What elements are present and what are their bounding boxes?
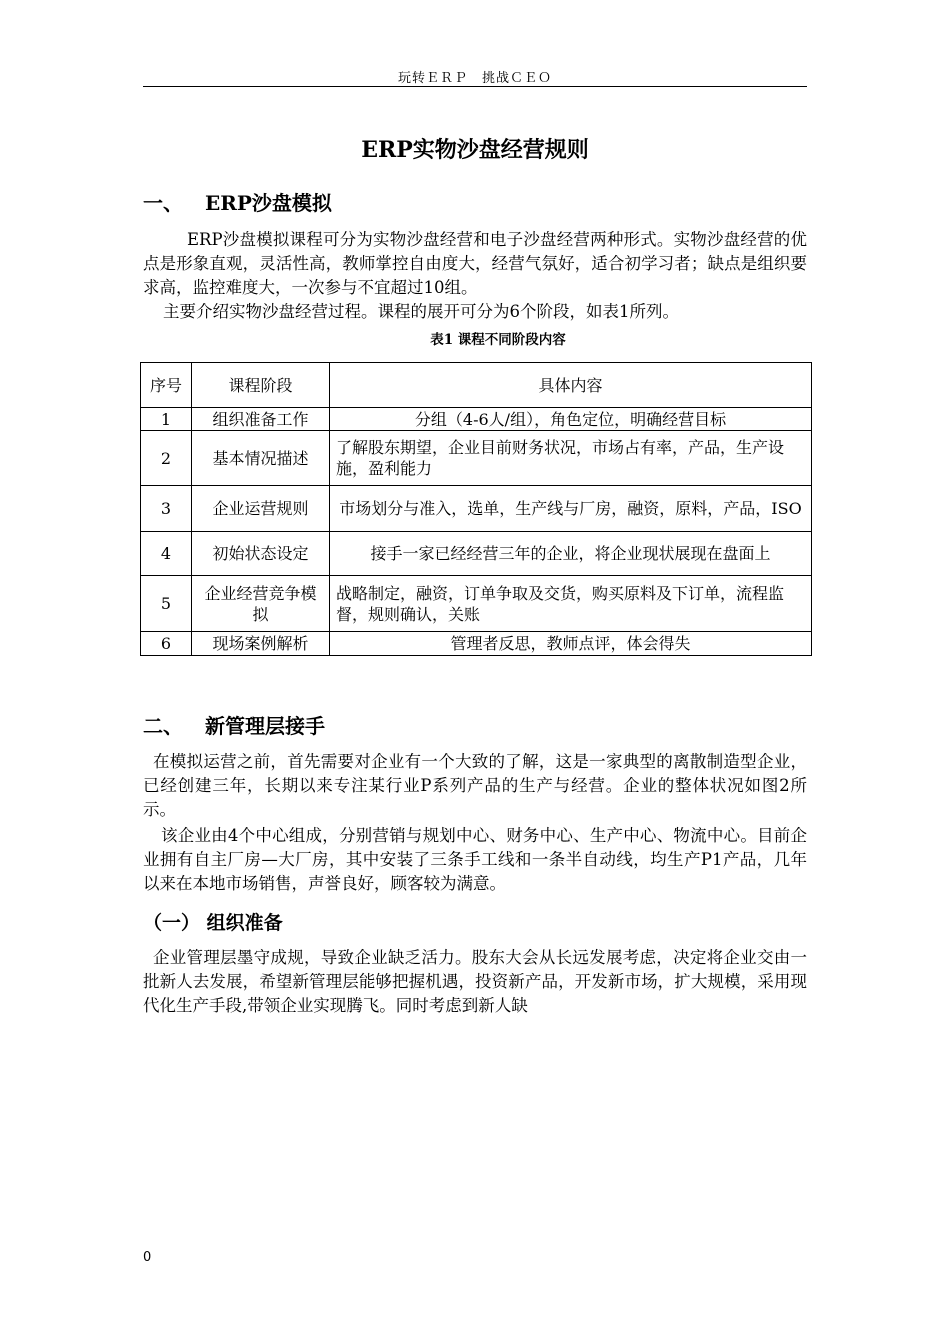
table-row bbox=[141, 408, 812, 431]
row-index: 3 bbox=[141, 486, 192, 532]
table-row bbox=[141, 431, 812, 486]
document-title: ERP实物沙盘经营规则 bbox=[361, 137, 589, 163]
table-row bbox=[141, 532, 812, 576]
section-2-paragraph-1: 在模拟运营之前，首先需要对企业有一个大致的了解，这是一家典型的离散制造型企业，已经创建三年，长期以来专注某行业P系列产品的生产与经营。企业的整体状况如图2所示。 bbox=[143, 752, 807, 819]
section-1-paragraph-2: 主要介绍实物沙盘经营过程。课程的展开可分为6个阶段，如表1所列。 bbox=[163, 302, 679, 321]
row-content: 市场划分与准入，选单，生产线与厂房，融资，原料，产品，ISO bbox=[330, 486, 812, 532]
table-header-row bbox=[141, 363, 812, 408]
section-2-paragraph-2: 该企业由4个中心组成，分别营销与规划中心、财务中心、生产中心、物流中心。目前企业拥有自主厂房—大厂房，其中安装了三条手工线和一条半自动线，均生产P1产品，几年以来在本地市场销售，声誉良好，顾客较为满意。 bbox=[143, 826, 807, 893]
row-stage: 企业经营竞争模拟 bbox=[192, 576, 330, 632]
header-content: 具体内容 bbox=[330, 363, 812, 408]
row-stage: 企业运营规则 bbox=[192, 486, 330, 532]
subsection-heading: （一） 组织准备 bbox=[143, 912, 283, 934]
section-1-title: ERP沙盘模拟 bbox=[205, 191, 332, 215]
row-stage: 初始状态设定 bbox=[192, 532, 330, 576]
section-2-heading bbox=[143, 710, 325, 739]
row-index: 4 bbox=[141, 532, 192, 576]
row-index: 1 bbox=[141, 408, 192, 431]
row-index: 6 bbox=[141, 632, 192, 656]
course-stages-table bbox=[140, 362, 812, 656]
section-1-paragraph-1: ERP沙盘模拟课程可分为实物沙盘经营和电子沙盘经营两种形式。实物沙盘经营的优点是形象直观，灵活性高，教师掌控自由度大，经营气氛好，适合初学习者；缺点是组织要求高，监控难度大，一次参与不宜超过10组。 bbox=[143, 230, 807, 297]
header-index: 序号 bbox=[141, 363, 192, 408]
row-stage: 组织准备工作 bbox=[192, 408, 330, 431]
row-stage: 现场案例解析 bbox=[192, 632, 330, 656]
section-2-paragraph-3: 企业管理层墨守成规，导致企业缺乏活力。股东大会从长远发展考虑，决定将企业交由一批新人去发展，希望新管理层能够把握机遇，投资新产品，开发新市场，扩大规模，采用现代化生产手段,带领企业实现腾飞。同时考虑到新人缺 bbox=[143, 948, 807, 1015]
row-index: 2 bbox=[141, 431, 192, 486]
table-caption: 表1 课程不同阶段内容 bbox=[430, 332, 566, 348]
header-rule bbox=[143, 86, 807, 87]
row-stage: 基本情况描述 bbox=[192, 431, 330, 486]
section-2-number: 二、 bbox=[143, 714, 183, 738]
section-1-heading bbox=[143, 187, 332, 216]
row-content: 了解股东期望，企业目前财务状况，市场占有率，产品，生产设施，盈利能力 bbox=[330, 431, 812, 486]
row-content: 接手一家已经经营三年的企业，将企业现状展现在盘面上 bbox=[330, 532, 812, 576]
table-row bbox=[141, 632, 812, 656]
page-header: 玩转ＥＲＰ 挑战ＣＥＯ bbox=[397, 71, 552, 86]
table-row bbox=[141, 576, 812, 632]
section-1-number: 一、 bbox=[143, 191, 183, 215]
table-row bbox=[141, 486, 812, 532]
row-content: 管理者反思，教师点评，体会得失 bbox=[330, 632, 812, 656]
row-index: 5 bbox=[141, 576, 192, 632]
row-content: 分组（4-6人/组），角色定位，明确经营目标 bbox=[330, 408, 812, 431]
section-2-title: 新管理层接手 bbox=[205, 714, 325, 738]
row-content: 战略制定，融资，订单争取及交货，购买原料及下订单，流程监督，规则确认，关账 bbox=[330, 576, 812, 632]
header-stage: 课程阶段 bbox=[192, 363, 330, 408]
page-number: 0 bbox=[143, 1250, 152, 1265]
